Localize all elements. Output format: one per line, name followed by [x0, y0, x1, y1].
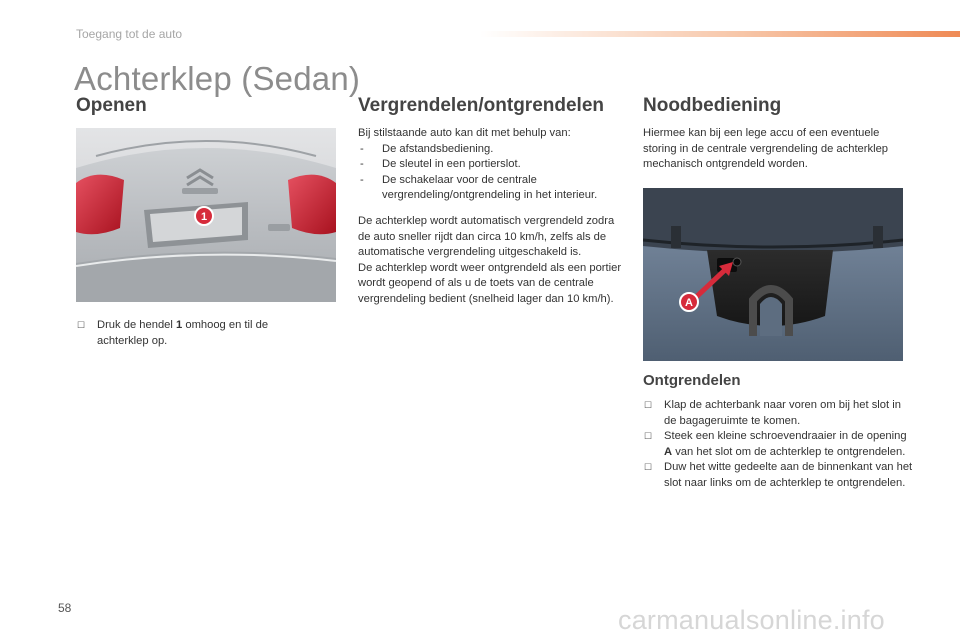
callout-1-label: 1	[200, 211, 208, 223]
ontgrendelen-subtitle: Ontgrendelen	[643, 372, 741, 389]
auto-lock-paragraph: De achterklep wordt automatisch vergrendeld zodra de auto sneller rijdt dan circa 10 km/h, zelfs als de automatische vergrendeling uitgeschakeld is.	[358, 214, 615, 259]
checkbox-bullet-icon: ☐	[644, 431, 653, 442]
checkbox-bullet-icon: ☐	[644, 400, 653, 410]
section-header: Toegang tot de auto	[76, 27, 183, 41]
vergrendelen-list	[358, 142, 628, 204]
ontgrendelen-step: ☐ Steek een kleine schroevendraaier in de opening A van het slot om de achterklep te ontgrendelen.	[644, 430, 907, 458]
page-number: 58	[58, 601, 72, 615]
openen-bullet: ☐ Druk de hendel 1 omhoog en til de achterklep op.	[77, 319, 269, 347]
ontgrendelen-steps	[643, 398, 913, 492]
ontgrendelen-step: ☐ Duw het witte gedeelte aan de binnenkant van het slot naar links om de achterklep te ontgrendelen.	[644, 461, 913, 489]
openen-title: Openen	[76, 95, 147, 116]
auto-unlock-paragraph: De achterklep wordt weer ontgrendeld als een portier wordt geopend of als u de toets van de centrale vergrendeling bedient (snelheid lager dan 10 km/h).	[358, 261, 622, 305]
vergrendelen-intro: Bij stilstaande auto kan dit met behulp van:	[358, 127, 571, 139]
ontgrendelen-step: ☐ Klap de achterbank naar voren om bij het slot in de bagageruimte te komen.	[644, 399, 901, 427]
noodbediening-title: Noodbediening	[643, 95, 782, 116]
callout-a-label: A	[685, 297, 693, 309]
list-item: - De schakelaar voor de centrale vergrendeling/ontgrendeling in het interieur.	[358, 173, 628, 204]
page-title: Achterklep (Sedan)	[74, 60, 361, 97]
vergrendelen-text	[358, 126, 628, 308]
noodbediening-intro: Hiermee kan bij een lege accu of een eventuele storing in de centrale vergrendeling de achterklep mechanisch ontgrendeld worden.	[643, 127, 889, 171]
watermark: carmanualsonline.info	[618, 605, 885, 635]
list-item: - De sleutel in een portierslot.	[358, 157, 628, 173]
trunk-lock-image	[643, 188, 903, 361]
trunk-lock-illustration	[643, 188, 903, 361]
car-trunk-illustration	[76, 128, 336, 302]
list-item: - De afstandsbediening.	[358, 142, 628, 158]
openen-instructions	[76, 318, 316, 349]
checkbox-bullet-icon: ☐	[644, 462, 653, 473]
car-trunk-image	[76, 128, 336, 302]
vergrendelen-title: Vergrendelen/ontgrendelen	[358, 95, 604, 116]
header-accent-bar	[480, 31, 960, 37]
checkbox-bullet-icon: ☐	[77, 320, 86, 330]
